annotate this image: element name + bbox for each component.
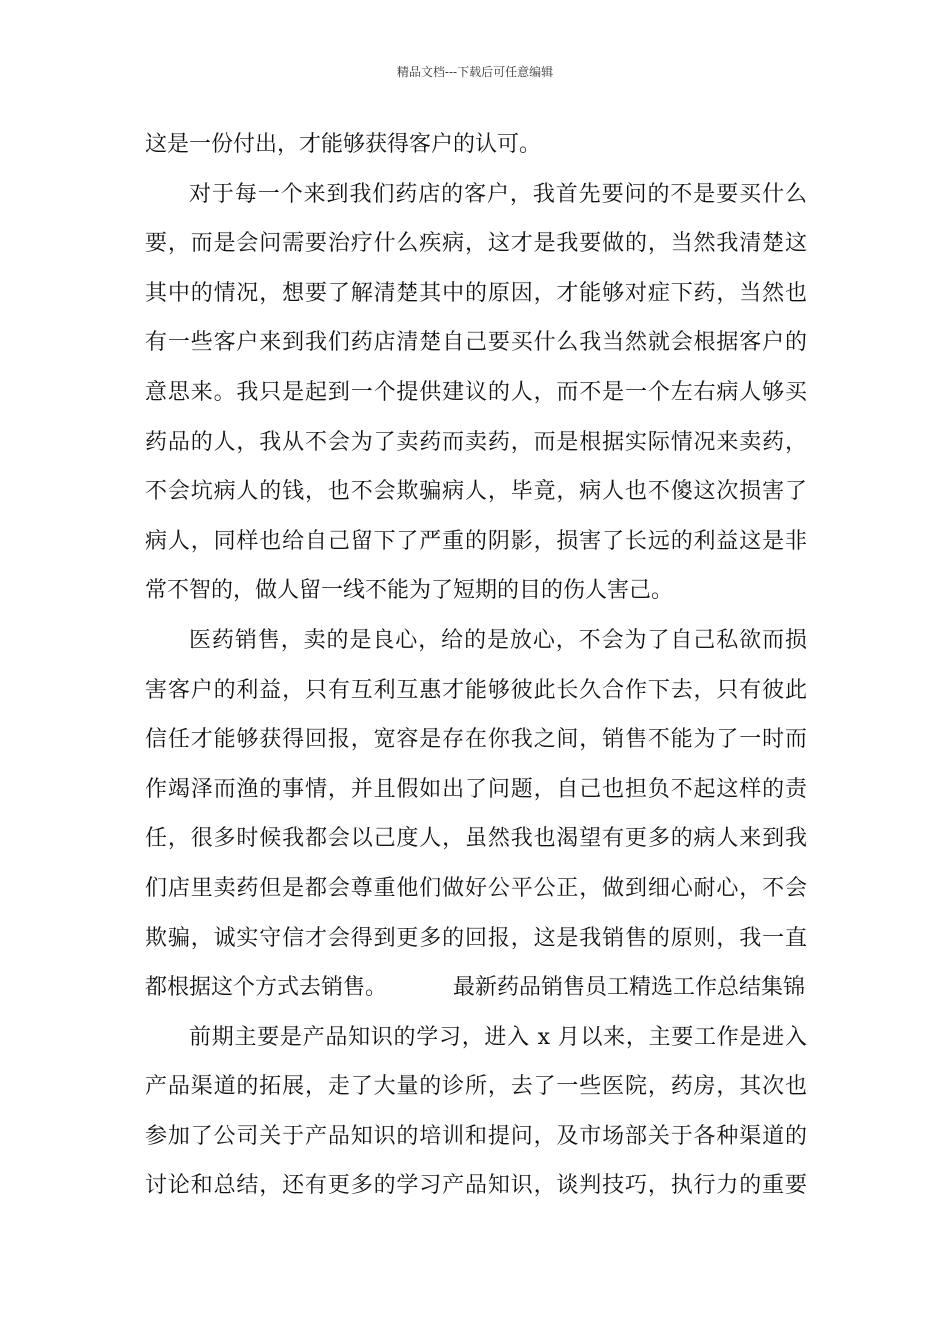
- paragraph-line: 信任才能够获得回报，宽容是存在你我之间，销售不能为了一时而: [145, 727, 807, 753]
- paragraph-line: 要，而是会问需要治疗什么疾病，这才是我要做的，当然我清楚这: [145, 231, 807, 257]
- paragraph-line: 欺骗，诚实守信才会得到更多的回报，这是我销售的原则，我一直: [145, 925, 807, 951]
- paragraph-line: 不会坑病人的钱，也不会欺骗病人，毕竟，病人也不傻这次损害了: [145, 479, 807, 505]
- paragraph-line: 都根据这个方式去销售。: [145, 975, 388, 1001]
- paragraph-line: 这是一份付出，才能够获得客户的认可。: [145, 132, 542, 157]
- document-body: [145, 131, 807, 1222]
- paragraph-line: 意思来。我只是起到一个提供建议的人，而不是一个左右病人够买: [145, 379, 807, 405]
- paragraph-line: 们店里卖药但是都会尊重他们做好公平公正，做到细心耐心，不会: [145, 875, 807, 901]
- paragraph-line: 病人，同样也给自己留下了严重的阴影，损害了长远的利益这是非: [145, 528, 807, 554]
- page-header: 精品文档---下载后可任意编辑: [396, 65, 554, 79]
- paragraph-line: 前期主要是产品知识的学习，进入 x 月以来，主要工作是进入: [189, 1024, 807, 1050]
- paragraph-line: 常不智的，做人留一线不能为了短期的目的伤人害己。: [145, 578, 674, 604]
- paragraph-line: 害客户的利益，只有互利互惠才能够彼此长久合作下去，只有彼此: [145, 677, 807, 703]
- paragraph-line: 药品的人，我从不会为了卖药而卖药，而是根据实际情况来卖药，: [145, 429, 807, 455]
- paragraph-line: 医药销售，卖的是良心，给的是放心，不会为了自己私欲而损: [189, 627, 807, 653]
- paragraph-line: 产品渠道的拓展，走了大量的诊所，去了一些医院，药房，其次也: [145, 1074, 807, 1100]
- paragraph-line: 作竭泽而渔的事情，并且假如出了问题，自己也担负不起这样的责: [145, 776, 807, 802]
- section-title: 最新药品销售员工精选工作总结集锦: [453, 975, 806, 1001]
- paragraph-line: 参加了公司关于产品知识的培训和提问，及市场部关于各种渠道的: [145, 1123, 807, 1149]
- paragraph-line: 有一些客户来到我们药店清楚自己要买什么我当然就会根据客户的: [145, 330, 807, 356]
- paragraph-line: 任，很多时候我都会以己度人，虽然我也渴望有更多的病人来到我: [145, 826, 807, 852]
- paragraph-line: 对于每一个来到我们药店的客户，我首先要问的不是要买什么: [189, 181, 807, 207]
- paragraph-line-with-heading: [145, 974, 807, 1024]
- paragraph-line: 讨论和总结，还有更多的学习产品知识，谈判技巧，执行力的重要: [145, 1173, 807, 1199]
- paragraph-line: 其中的情况，想要了解清楚其中的原因，才能够对症下药，当然也: [145, 280, 807, 306]
